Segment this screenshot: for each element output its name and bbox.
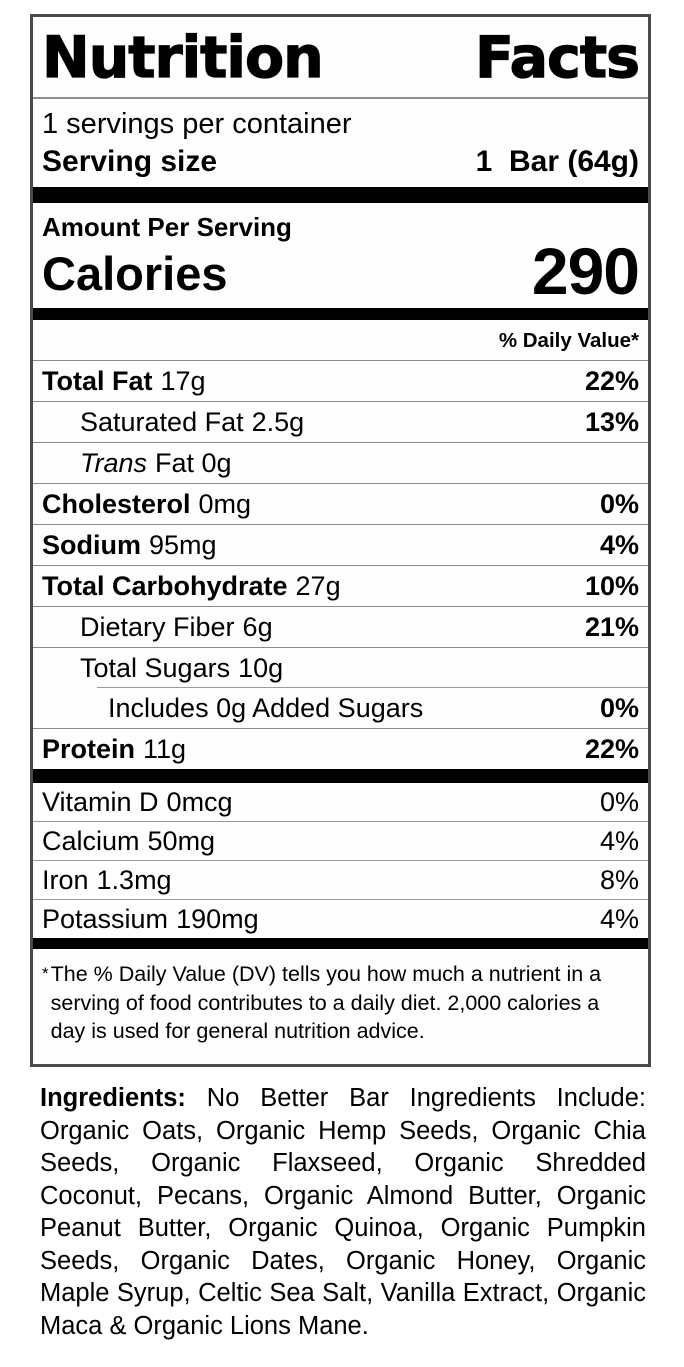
nutrient-dv: 22% — [584, 734, 639, 764]
nutrient-dv: 0% — [599, 693, 639, 723]
nutrient-name-amount — [42, 787, 233, 817]
nutrient-name: Cholesterol — [42, 489, 191, 519]
nutrient-name: Potassium — [42, 904, 169, 934]
daily-value-footnote — [33, 949, 648, 1064]
ingredients-label: Ingredients: — [40, 1084, 186, 1112]
nutrient-row-protein — [33, 728, 648, 769]
nutrient-dv: 0% — [599, 489, 639, 519]
section-divider-bar — [33, 769, 648, 783]
serving-size-value: 1 Bar (64g) — [475, 145, 639, 178]
nutrient-name: Sodium — [42, 530, 141, 560]
label-title-word-1: Nutrition — [42, 25, 323, 91]
serving-size-row — [33, 141, 648, 187]
micronutrient-row-potassium — [33, 899, 648, 938]
nutrition-facts-label — [30, 14, 651, 1067]
nutrient-name-amount — [42, 904, 259, 934]
micronutrient-row-vitamin-d — [33, 783, 648, 821]
calories-value: 290 — [531, 234, 639, 308]
nutrient-amount: 17g — [160, 366, 206, 396]
footnote-text: The % Daily Value (DV) tells you how much a nutrient in a serving of food contributes to a daily diet. 2,000 calories a day is used for general nutrition advice. — [50, 962, 602, 1043]
nutrient-name-amount — [42, 489, 251, 520]
nutrient-amount: 0mcg — [166, 787, 233, 817]
section-divider-bar — [33, 938, 648, 949]
nutrient-name-amount — [80, 612, 273, 643]
nutrient-name: Protein — [42, 734, 136, 764]
ingredients-text: No Better Bar Ingredients Include: Organic Oats, Organic Hemp Seeds, Organic Chia Seeds, Organic Flaxseed, Organic Shredded Coconut, Pecans, Organic Almond Butter, Organic Peanut Butter, Organic Quinoa, Organic Pumpkin Seeds, Organic Dates, Organic Honey, Organic Maple Syrup, Celtic Sea Salt, Vanilla Extract, Organic Maca & Organic Lions Mane. — [40, 1084, 646, 1340]
nutrient-amount: 50mg — [147, 826, 216, 856]
micronutrient-row-iron — [33, 860, 648, 899]
nutrient-amount: 10g — [238, 653, 284, 683]
nutrient-amount: 2.5g — [251, 407, 305, 437]
nutrient-name: Iron — [42, 865, 89, 895]
serving-size-label: Serving size — [42, 145, 218, 178]
nutrient-dv: 8% — [599, 865, 639, 895]
calories-row — [33, 234, 648, 308]
nutrient-row-dietary-fiber — [33, 606, 648, 647]
nutrient-name-amount — [42, 530, 217, 561]
nutrient-name-amount — [80, 448, 232, 479]
nutrient-row-total-sugars — [33, 647, 648, 688]
nutrient-row-total-fat — [33, 360, 648, 401]
label-title — [33, 17, 648, 97]
nutrient-name-amount — [42, 734, 186, 765]
nutrient-row-sodium — [33, 524, 648, 565]
nutrient-name: Trans — [80, 448, 148, 478]
footnote-asterisk: * — [42, 964, 49, 983]
nutrient-name-amount — [42, 571, 341, 602]
calories-label: Calories — [42, 247, 228, 300]
nutrient-dv: 0% — [599, 787, 639, 817]
nutrient-amount: 27g — [295, 571, 341, 601]
nutrient-name: Dietary Fiber — [80, 612, 235, 642]
nutrient-amount: 11g — [143, 734, 187, 764]
daily-value-header: % Daily Value* — [498, 329, 639, 352]
section-divider-bar — [33, 308, 648, 320]
nutrient-dv: 22% — [584, 366, 639, 396]
label-title-word-2: Facts — [474, 25, 639, 91]
micronutrient-row-calcium — [33, 821, 648, 860]
nutrient-name-amount — [42, 865, 172, 895]
nutrient-dv: 4% — [599, 530, 639, 560]
nutrient-name: Includes 0g Added Sugars — [108, 693, 424, 723]
section-divider-bar — [33, 187, 648, 203]
nutrient-row-trans-fat — [33, 442, 648, 483]
nutrient-name: Calcium — [42, 826, 140, 856]
nutrient-dv: 10% — [584, 571, 639, 601]
nutrient-dv: 13% — [584, 407, 639, 437]
nutrient-name: Saturated Fat — [80, 407, 244, 437]
nutrient-amount: Fat 0g — [155, 448, 232, 478]
nutrient-name: Total Sugars — [80, 653, 231, 683]
nutrient-name-amount — [108, 693, 423, 724]
nutrient-amount: 95mg — [149, 530, 217, 560]
nutrient-amount: 1.3mg — [96, 865, 172, 895]
nutrient-amount: 0mg — [198, 489, 252, 519]
nutrient-name-amount — [80, 407, 304, 438]
nutrient-name: Vitamin D — [42, 787, 159, 817]
nutrient-name-amount — [80, 653, 283, 684]
nutrient-dv: 4% — [599, 904, 639, 934]
nutrient-name: Total Fat — [42, 366, 153, 396]
nutrient-row-saturated-fat — [33, 401, 648, 442]
nutrient-amount: 6g — [242, 612, 273, 642]
nutrient-row-added-sugars — [33, 688, 648, 728]
servings-per-container: 1 servings per container — [42, 108, 352, 140]
nutrient-row-cholesterol — [33, 483, 648, 524]
nutrient-amount: 190mg — [176, 904, 259, 934]
nutrient-name-amount — [42, 826, 215, 856]
nutrient-dv: 4% — [599, 826, 639, 856]
nutrient-dv: 21% — [584, 612, 639, 642]
nutrient-row-total-carbohydrate — [33, 565, 648, 606]
nutrient-name: Total Carbohydrate — [42, 571, 288, 601]
ingredients-paragraph — [40, 1082, 646, 1342]
amount-per-serving-label: Amount Per Serving — [42, 212, 292, 242]
nutrient-name-amount — [42, 366, 206, 397]
